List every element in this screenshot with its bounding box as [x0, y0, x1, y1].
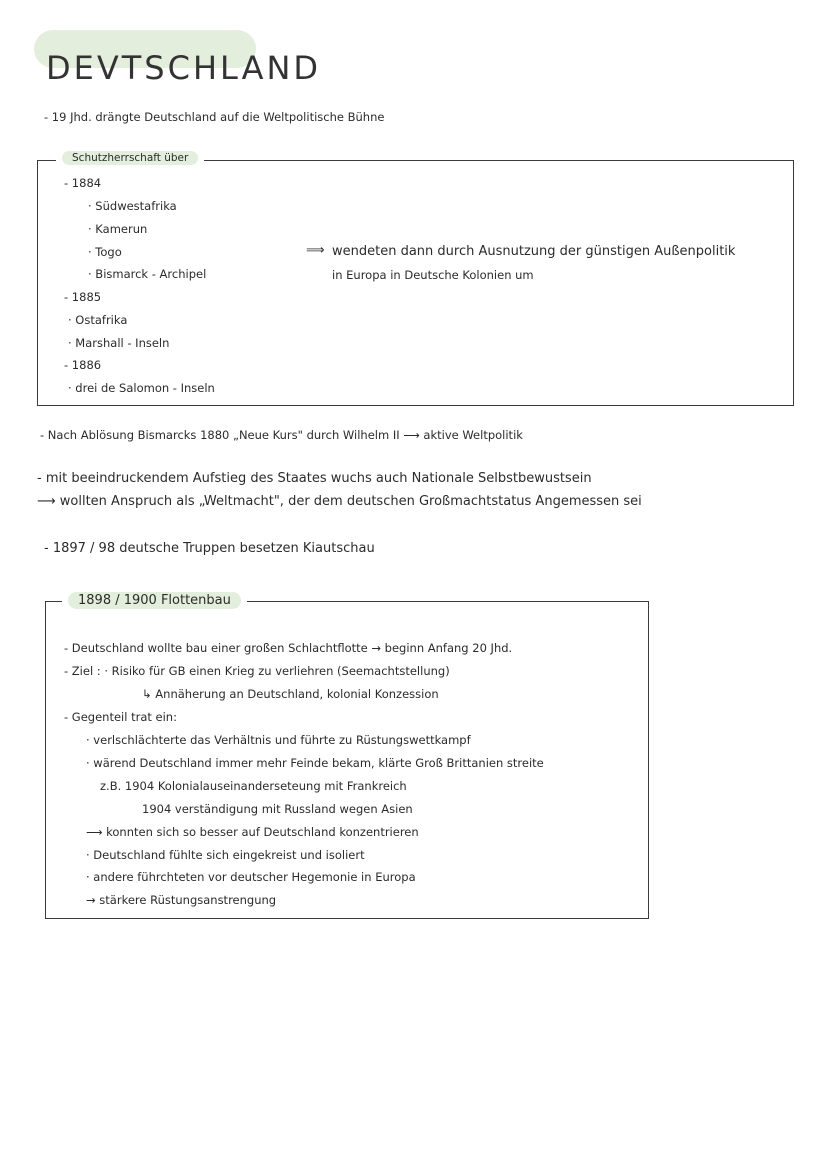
year-1886: - 1886 [64, 358, 102, 372]
flottenbau-line: 1904 verständigung mit Russland wegen Asien [142, 802, 413, 816]
colony-item: · Ostafrika [68, 313, 128, 327]
flottenbau-line: - Deutschland wollte bau einer großen Schlachtflotte → beginn Anfang 20 Jhd. [64, 641, 513, 655]
bismarck-line: - Nach Ablösung Bismarcks 1880 „Neue Kurs" durch Wilhelm II ⟶ aktive Weltpolitik [40, 428, 523, 442]
flottenbau-line: z.B. 1904 Kolonialauseinanderseteung mit Frankreich [100, 779, 407, 793]
colonies-box-label-text: Schutzherrschaft über [62, 151, 198, 165]
aufstieg-line: - mit beeindruckendem Aufstieg des Staates wuchs auch Nationale Selbstbewustsein [37, 471, 592, 486]
implies-arrow: ⟹ [306, 243, 325, 258]
year-1885: - 1885 [64, 290, 102, 304]
intro-line: - 19 Jhd. drängte Deutschland auf die Weltpolitische Bühne [44, 110, 385, 124]
flottenbau-line: ⟶ konnten sich so besser auf Deutschland konzentrieren [86, 825, 419, 839]
colonies-box [37, 160, 794, 406]
colonies-note-line2: in Europa in Deutsche Kolonien um [332, 268, 534, 282]
flottenbau-line: ↳ Annäherung an Deutschland, kolonial Konzession [142, 687, 439, 701]
year-1884: - 1884 [64, 176, 102, 190]
flottenbau-line: · wärend Deutschland immer mehr Feinde bekam, klärte Groß Brittanien streite [86, 756, 544, 770]
flottenbau-box-label-text: 1898 / 1900 Flottenbau [68, 592, 241, 609]
flottenbau-box-label [62, 593, 247, 608]
flottenbau-line: - Gegenteil trat ein: [64, 710, 177, 724]
flottenbau-line: - Ziel : · Risiko für GB einen Krieg zu verliehren (Seemachtstellung) [64, 664, 450, 678]
anspruch-line: ⟶ wollten Anspruch als „Weltmacht", der dem deutschen Großmachtstatus Angemessen sei [37, 494, 642, 509]
flottenbau-line: · verlschlächterte das Verhältnis und führte zu Rüstungswettkampf [86, 733, 471, 747]
colony-item: · Südwestafrika [88, 199, 177, 213]
colony-item: · Bismarck - Archipel [88, 267, 207, 281]
colony-item: · Togo [88, 245, 122, 259]
flottenbau-line: · Deutschland fühlte sich eingekreist und isoliert [86, 848, 365, 862]
colony-item: · Marshall - Inseln [68, 336, 170, 350]
colony-item: · drei de Salomon - Inseln [68, 381, 215, 395]
colony-item: · Kamerun [88, 222, 148, 236]
colonies-note-line1: wendeten dann durch Ausnutzung der günstigen Außenpolitik [332, 244, 736, 259]
flottenbau-line: → stärkere Rüstungsanstrengung [86, 893, 277, 907]
page-title: DEVTSCHLAND [46, 49, 322, 88]
flottenbau-line: · andere führchteten vor deutscher Hegemonie in Europa [86, 870, 416, 884]
colonies-box-label [56, 152, 204, 164]
kiautschau-line: - 1897 / 98 deutsche Truppen besetzen Kiautschau [44, 541, 375, 556]
